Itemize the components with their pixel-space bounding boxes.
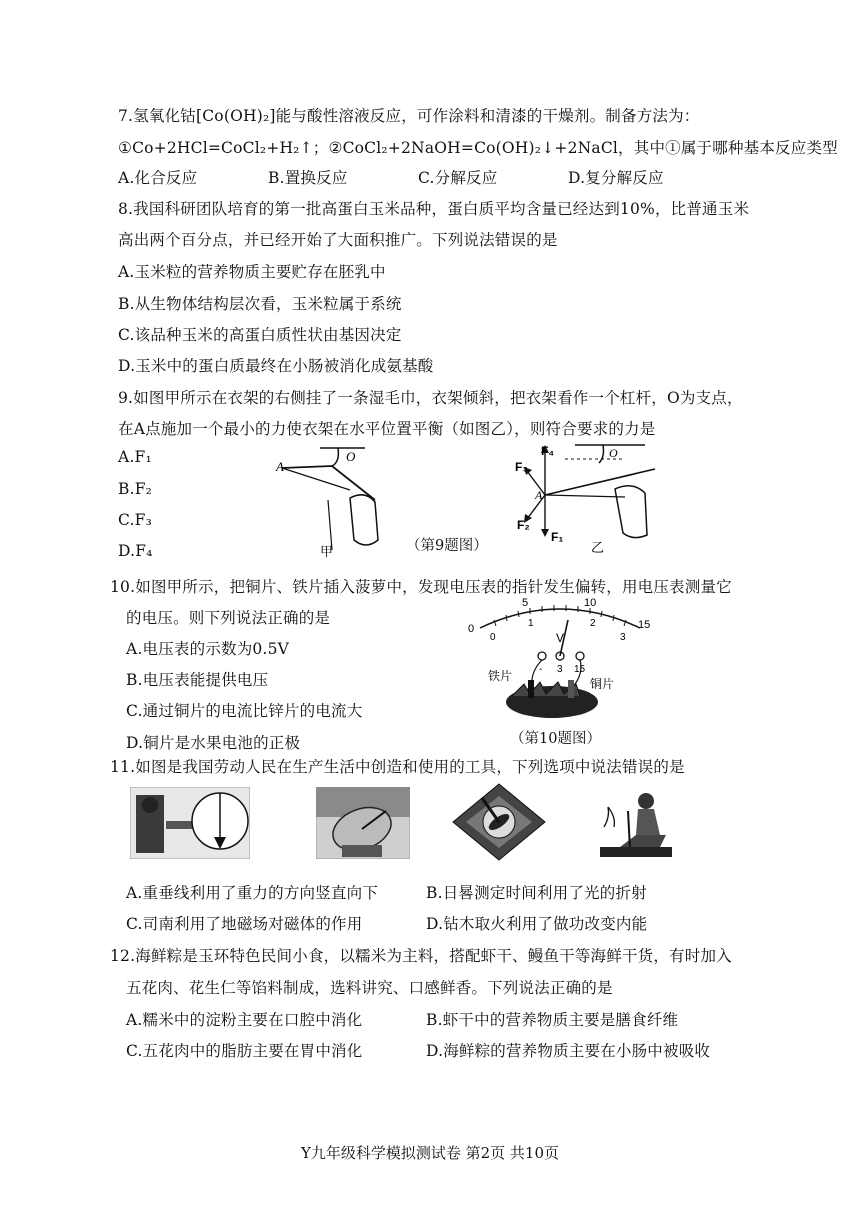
q12-option-a: A.糯米中的淀粉主要在口腔中消化: [126, 1011, 363, 1029]
page-footer: Y九年级科学模拟测试卷 第2页 共10页: [300, 1144, 560, 1162]
q7-option-a: A.化合反应: [118, 169, 198, 187]
q12-option-c: C.五花肉中的脂肪主要在胃中消化: [126, 1042, 363, 1060]
q11-options-row2: [126, 912, 726, 934]
q12-option-b: B.虾干中的营养物质主要是膳食纤维: [426, 1011, 679, 1029]
q10-meter-unit: V: [556, 631, 565, 645]
q9-option-d: D.F₄: [118, 542, 153, 560]
q10-option-a: A.电压表的示数为0.5V: [126, 640, 290, 658]
q9-figure-jia: [270, 440, 400, 560]
q9-jia-point-a: A: [276, 459, 284, 474]
q12-option-d: D.海鲜粽的营养物质主要在小肠中被吸收: [426, 1042, 711, 1060]
q11-option-b: B.日晷测定时间利用了光的折射: [426, 884, 647, 902]
q10-terminal-15: 15: [574, 664, 586, 675]
q11-option-c: C.司南利用了地磁场对磁体的作用: [126, 915, 363, 933]
q11-option-d: D.钻木取火利用了做功改变内能: [426, 915, 648, 933]
q9-yi-force-f2: F₂: [517, 518, 530, 532]
q12-options-row1: [126, 1008, 726, 1030]
q10-meter-tick-10: 10: [584, 598, 597, 609]
q9-figure-yi: [505, 437, 660, 557]
q10-iron-label: 铁片: [488, 669, 513, 683]
q11-sundial-picture: [316, 787, 410, 859]
q9-option-b: B.F₂: [118, 480, 153, 498]
q11-drill-fire-picture: [590, 787, 682, 862]
q10-stem-line2: 的电压。则下列说法正确的是: [126, 609, 331, 627]
q7-options: [118, 166, 718, 188]
q12-stem-line2: 五花肉、花生仁等馅料制成，选料讲究、口感鲜香。下列说法正确的是: [126, 979, 613, 997]
q8-stem-line2: 高出两个百分点，并已经开始了大面积推广。下列说法错误的是: [118, 231, 558, 249]
q9-option-a: A.F₁: [118, 448, 152, 466]
q12-stem-line1: 12.海鲜粽是玉环特色民间小食，以糯米为主料，搭配虾干、鳗鱼干等海鲜干货，有时加入: [110, 947, 732, 965]
q7-stem: 7.氢氧化钴[Co(OH)₂]能与酸性溶液反应，可作涂料和清漆的干燥剂。制备方法为：: [118, 107, 700, 125]
q9-yi-point-a: A: [535, 488, 543, 502]
q10-stem-line1: 10.如图甲所示，把铜片、铁片插入菠萝中，发现电压表的指针发生偏转，用电压表测量它: [110, 578, 732, 596]
q10-meter-tick-15: 15: [638, 619, 651, 631]
q7-option-b: B.置换反应: [268, 169, 348, 187]
q9-yi-force-f3: F₃: [515, 460, 528, 474]
q10-terminal-3: 3: [557, 664, 563, 675]
q12-options-row2: [126, 1039, 726, 1061]
q8-option-d: D.玉米中的蛋白质最终在小肠被消化成氨基酸: [118, 357, 434, 375]
q9-yi-label: 乙: [591, 541, 605, 556]
q9-figure-caption: （第9题图）: [406, 538, 488, 554]
q9-jia-label: 甲: [320, 545, 334, 560]
q7-reaction: ①Co+2HCl=CoCl₂+H₂↑；②CoCl₂+2NaOH=Co(OH)₂↓+2NaCl，其中①属于哪种基本反应类型: [118, 139, 838, 157]
q10-meter-tick-b1: 1: [528, 618, 534, 629]
q10-terminal-neg: -: [539, 664, 543, 675]
q10-option-b: B.电压表能提供电压: [126, 671, 269, 689]
q8-option-a: A.玉米粒的营养物质主要贮存在胚乳中: [118, 263, 386, 281]
q8-option-b: B.从生物体结构层次看，玉米粒属于系统: [118, 295, 402, 313]
q9-yi-point-o: O: [609, 446, 618, 460]
q11-options-row1: [126, 881, 726, 903]
q8-stem-line1: 8.我国科研团队培育的第一批高蛋白玉米品种，蛋白质平均含量已经达到10%，比普通玉米: [118, 200, 750, 218]
q11-sinan-picture: [452, 782, 547, 862]
q10-meter-tick-5: 5: [522, 598, 529, 609]
q10-figure-caption: （第10题图）: [510, 731, 601, 747]
q7-option-d: D.复分解反应: [568, 169, 664, 187]
q9-jia-point-o: O: [346, 449, 356, 464]
q10-meter-tick-b0: 0: [490, 632, 496, 643]
q9-yi-force-f1: F₁: [551, 530, 564, 544]
q8-option-c: C.该品种玉米的高蛋白质性状由基因决定: [118, 326, 402, 344]
q10-figure: [460, 598, 660, 723]
q7-option-c: C.分解反应: [418, 169, 498, 187]
q9-yi-force-f4: F₄: [541, 444, 555, 458]
q10-option-d: D.铜片是水果电池的正极: [126, 734, 301, 752]
q10-meter-tick-0: 0: [468, 623, 475, 635]
q10-meter-tick-b2: 2: [590, 618, 596, 629]
q10-copper-label: 铜片: [590, 677, 615, 691]
q10-option-c: C.通过铜片的电流比锌片的电流大: [126, 702, 363, 720]
q11-option-a: A.重垂线利用了重力的方向竖直向下: [126, 884, 379, 902]
q9-stem-line1: 9.如图甲所示在衣架的右侧挂了一条湿毛巾，衣架倾斜，把衣架看作一个杠杆，O为支点，: [118, 389, 743, 407]
q10-meter-tick-b3: 3: [620, 632, 626, 643]
q9-stem-line2: 在A点施加一个最小的力使衣架在水平位置平衡（如图乙），则符合要求的力是: [118, 420, 656, 438]
q9-option-c: C.F₃: [118, 511, 153, 529]
q11-stem: 11.如图是我国劳动人民在生产生活中创造和使用的工具，下列选项中说法错误的是: [110, 758, 685, 776]
q11-plumb-line-picture: [130, 787, 250, 859]
